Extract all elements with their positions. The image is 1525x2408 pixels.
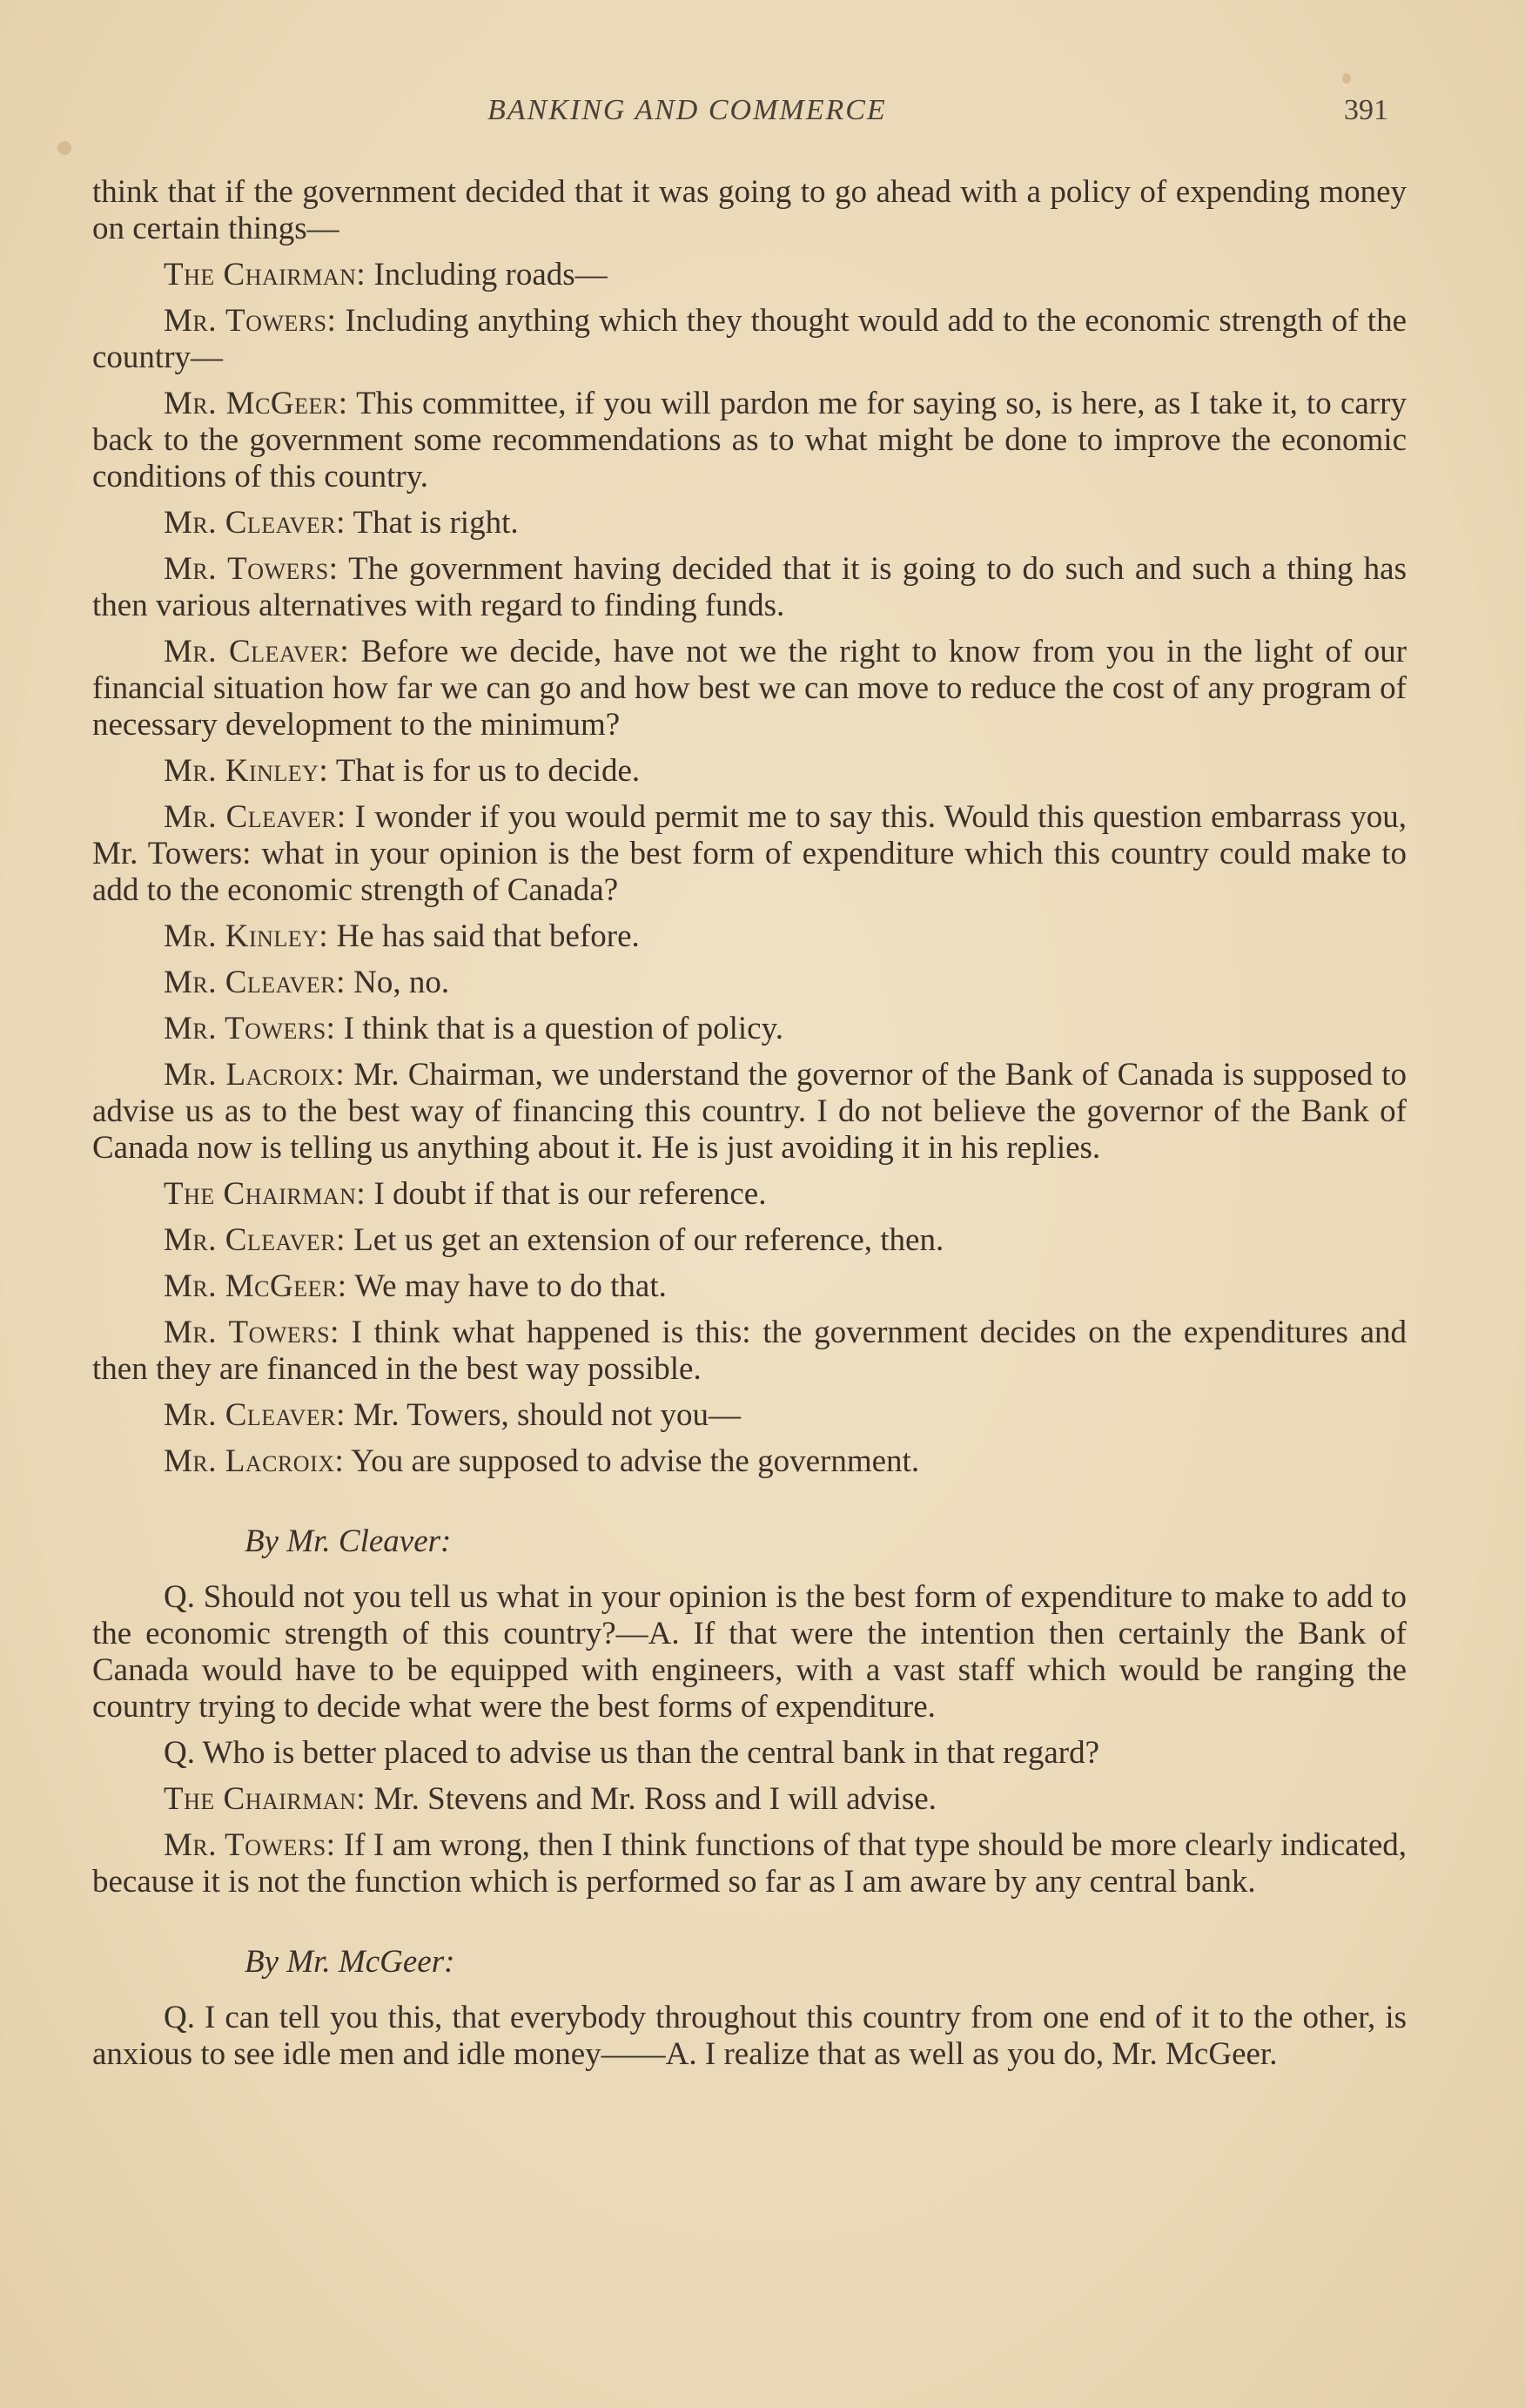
transcript-body: [92, 174, 1407, 2082]
speaker-turn: [92, 1011, 1407, 1047]
speech-text: If I am wrong, then I think functions of that type should be more clearly indicated, because it is not the function which is performed so far as I am aware by any central bank.: [92, 1827, 1407, 1900]
speaker-name: Mr. Lacroix:: [164, 1443, 345, 1479]
speech-text: Including roads—: [373, 257, 608, 293]
speaker-turn: [92, 965, 1407, 1001]
speech-text: Q. Who is better placed to advise us than the central bank in that regard?: [164, 1735, 1100, 1771]
speech-text: Mr. Stevens and Mr. Ross and I will advise.: [373, 1781, 937, 1817]
speaker-turn: [92, 1827, 1407, 1900]
speaker-turn: [92, 386, 1407, 495]
speaker-turn: [92, 551, 1407, 624]
ink-spot: [57, 141, 71, 155]
speaker-turn: [92, 799, 1407, 909]
speaker-name: Mr. Towers:: [164, 1827, 336, 1863]
speaker-name: Mr. Cleaver:: [164, 634, 350, 669]
speaker-name: The Chairman:: [164, 257, 366, 293]
speaker-turn: [92, 1176, 1407, 1213]
speech-text: You are supposed to advise the government.: [351, 1443, 920, 1479]
speaker-name: The Chairman:: [164, 1781, 366, 1817]
speaker-turn: [92, 1443, 1407, 1480]
examination-cleaver: [92, 1579, 1407, 1900]
question-turn: [92, 2000, 1407, 2073]
speaker-name: Mr. Cleaver:: [164, 505, 346, 541]
speaker-name: Mr. Towers:: [164, 551, 339, 587]
speaker-name: Mr. Cleaver:: [164, 965, 346, 1000]
speaker-turn: [92, 505, 1407, 541]
speaker-name: Mr. Towers:: [164, 303, 337, 339]
speech-text: Before we decide, have not we the right to know from you in the light of our financial situation how far we can go and how best we can move to reduce the cost of any program of necessary development to the minimum?: [92, 634, 1407, 743]
speaker-turn: [92, 303, 1407, 376]
exchange-list-1: [92, 257, 1407, 1480]
speaker-turn: [92, 1222, 1407, 1259]
section-heading-cleaver: By Mr. Cleaver:: [245, 1523, 452, 1559]
speaker-name: Mr. McGeer:: [164, 1268, 347, 1304]
speaker-turn: [92, 1268, 1407, 1305]
speaker-turn: [92, 1057, 1407, 1167]
speaker-name: Mr. Kinley:: [164, 918, 329, 954]
speaker-turn: [92, 753, 1407, 790]
speech-text: Q. I can tell you this, that everybody throughout this country from one end of it to the other, is anxious to see idle men and idle money——A. I realize that as well as you do, Mr. McGeer.: [92, 2000, 1407, 2072]
speech-text: Mr. Chairman, we understand the governor of the Bank of Canada is supposed to advise us as to the best way of financing this country. I do not believe the governor of the Bank of Canada now is telling us anything about it. He is just avoiding it in his replies.: [92, 1057, 1407, 1166]
examination-mcgeer: [92, 2000, 1407, 2073]
speech-text: That is for us to decide.: [335, 753, 641, 789]
continued-paragraph: think that if the government decided that it was going to go ahead with a policy of expending money on certain things—: [92, 174, 1407, 246]
speech-text: I doubt if that is our reference.: [373, 1176, 767, 1212]
speaker-turn: [92, 1397, 1407, 1434]
speaker-name: Mr. Lacroix:: [164, 1057, 346, 1093]
ink-spot: [1342, 73, 1351, 84]
speaker-name: Mr. Towers:: [164, 1315, 339, 1350]
speaker-name: The Chairman:: [164, 1176, 366, 1212]
speaker-name: Mr. Cleaver:: [164, 799, 346, 835]
speech-text: That is right.: [353, 505, 519, 541]
speech-text: This committee, if you will pardon me for saying so, is here, as I take it, to carry back to the government some recommendations as to what might be done to improve the economic conditions of this country.: [92, 386, 1407, 494]
section-heading-mcgeer: By Mr. McGeer:: [245, 1944, 455, 1980]
speaker-name: Mr. Towers:: [164, 1011, 336, 1046]
question-turn: [92, 1735, 1407, 1772]
speech-text: The government having decided that it is going to do such and such a thing has then various alternatives with regard to finding funds.: [92, 551, 1407, 623]
speech-text: I think that is a question of policy.: [343, 1011, 783, 1046]
speaker-turn: [92, 1781, 1407, 1818]
speech-text: He has said that before.: [336, 918, 640, 954]
speech-text: Including anything which they thought would add to the economic strength of the country—: [92, 303, 1407, 375]
speech-text: Mr. Towers, should not you—: [353, 1397, 741, 1433]
speech-text: I think what happened is this: the government decides on the expenditures and then they are financed in the best way possible.: [92, 1315, 1407, 1387]
speech-text: Let us get an extension of our reference, then.: [353, 1222, 944, 1258]
question-turn: [92, 1579, 1407, 1725]
running-title: BANKING AND COMMERCE: [487, 94, 887, 126]
speaker-turn: [92, 918, 1407, 955]
speaker-name: Mr. McGeer:: [164, 386, 348, 421]
page-number: 391: [1344, 94, 1388, 126]
speaker-turn: [92, 1315, 1407, 1388]
speaker-turn: [92, 257, 1407, 293]
speaker-name: Mr. Cleaver:: [164, 1397, 346, 1433]
speaker-turn: [92, 634, 1407, 743]
speech-text: Q. Should not you tell us what in your opinion is the best form of expenditure to make to add to the economic strength of this country?—A. If that were the intention then certainly the Bank of Canada would have to be equipped with engineers, with a vast staff which would be ranging the country trying to decide what were the best forms of expenditure.: [92, 1579, 1407, 1725]
page-header: [0, 94, 1525, 138]
speaker-name: Mr. Cleaver:: [164, 1222, 346, 1258]
speech-text: I wonder if you would permit me to say this. Would this question embarrass you, Mr. Towers: what in your opinion is the best form of expenditure which this country could make to add to the economic strength of Canada?: [92, 799, 1407, 908]
speaker-name: Mr. Kinley:: [164, 753, 329, 789]
speech-text: No, no.: [353, 965, 450, 1000]
speech-text: We may have to do that.: [354, 1268, 667, 1304]
